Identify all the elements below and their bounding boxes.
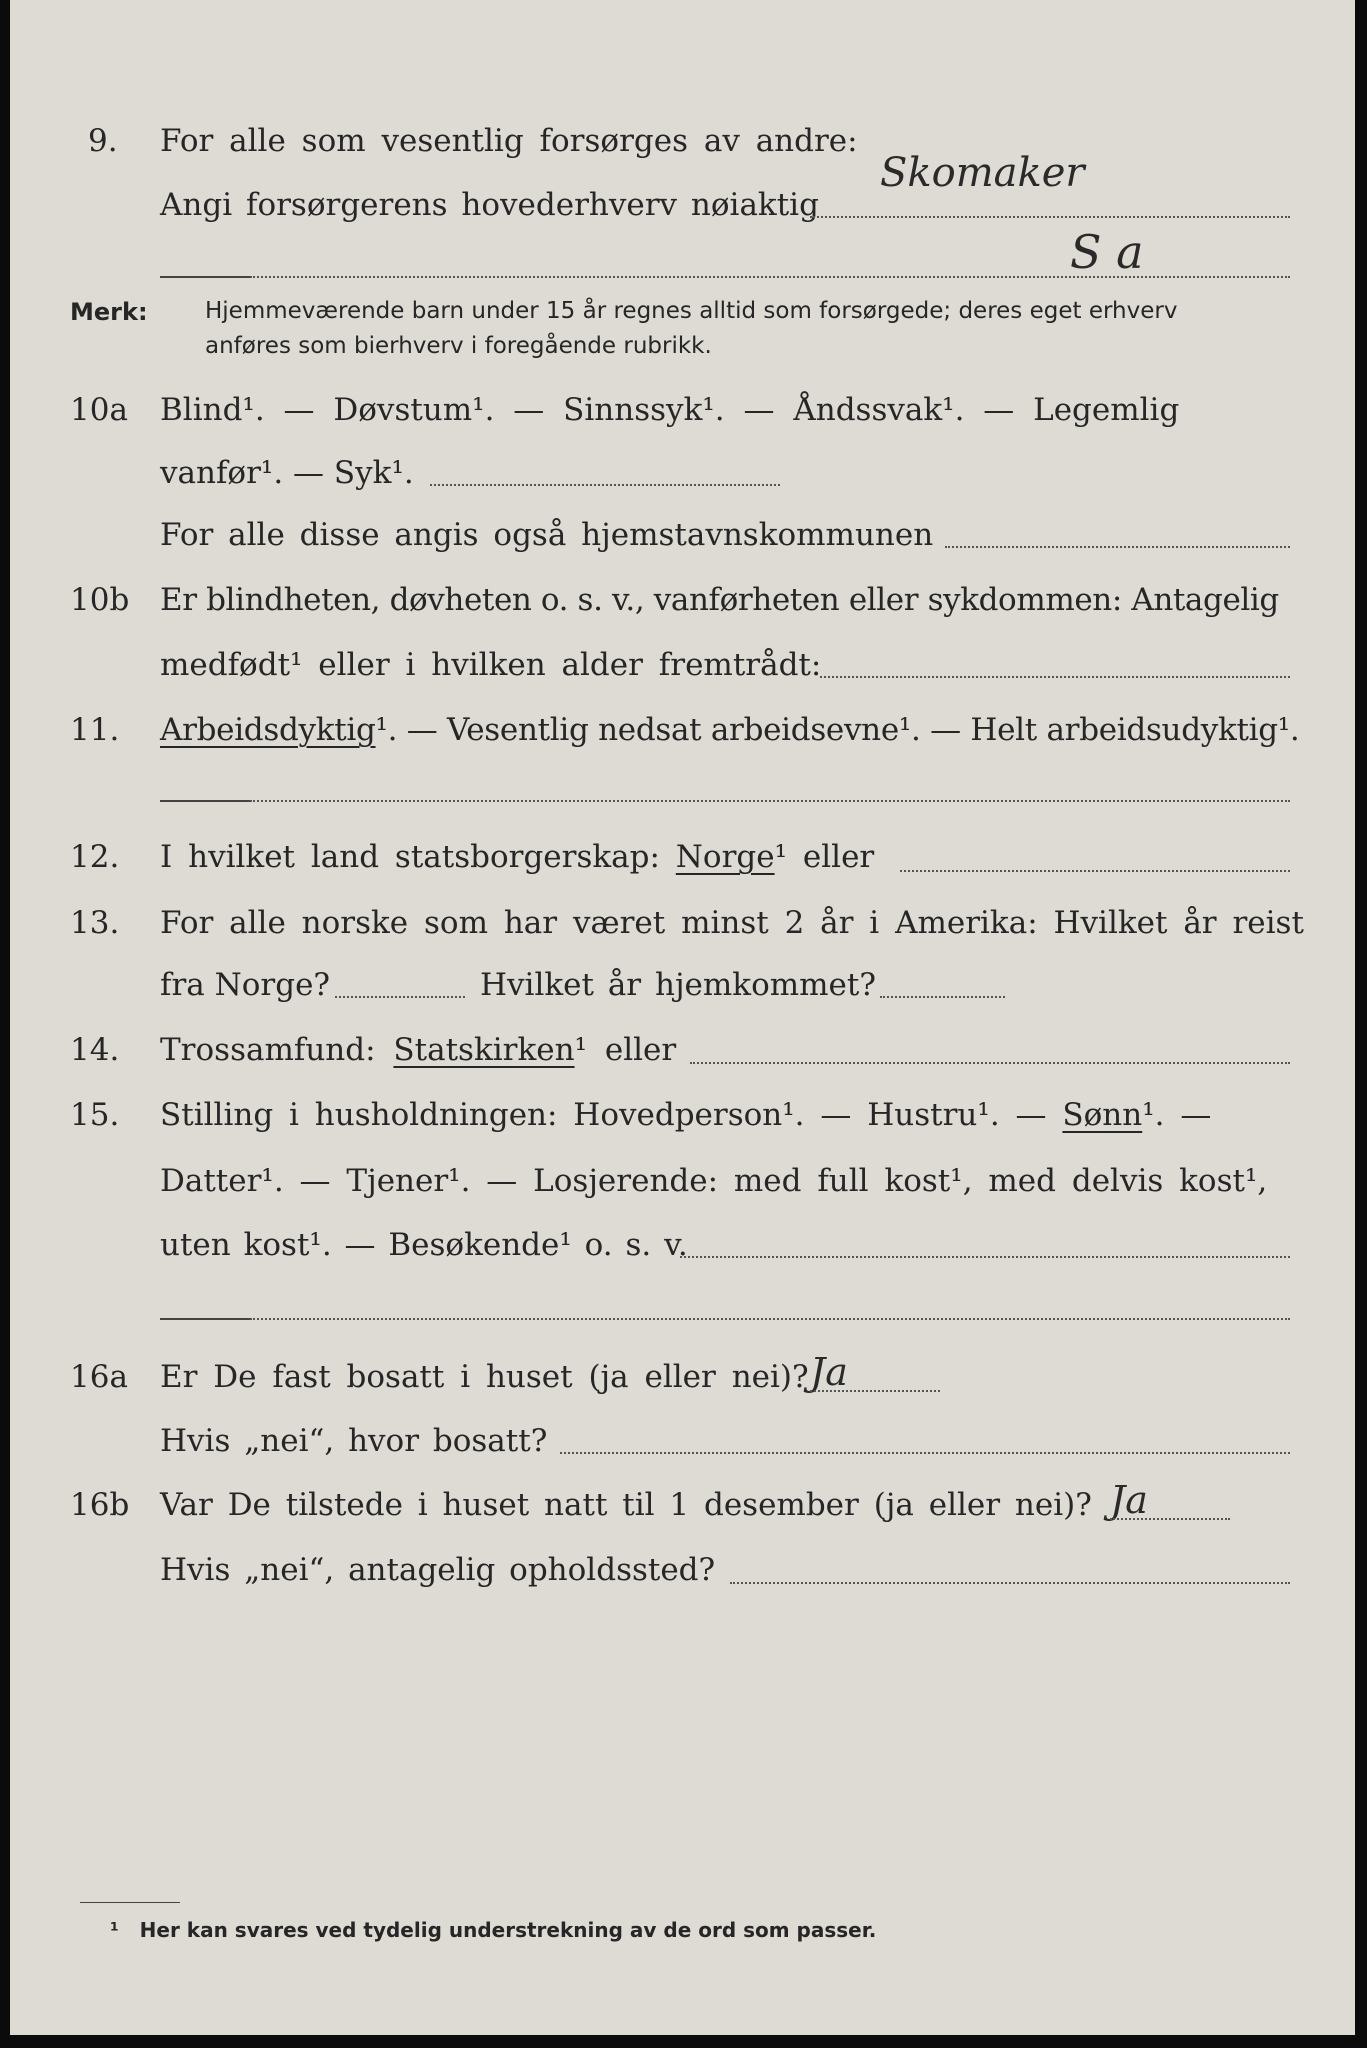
q14-number: 14. [70, 1032, 120, 1068]
q9-number: 9. [88, 123, 118, 159]
q13-line1: For alle norske som har været minst 2 år i Amerika: Hvilket år reist [160, 905, 1304, 941]
q16b-line1: Var De tilstede i huset natt til 1 desember (ja eller nei)? [160, 1487, 1092, 1523]
q15-number: 15. [70, 1097, 120, 1133]
q9-line2: Angi forsørgerens hovederhverv nøiaktig [160, 187, 819, 223]
q12-pre: I hvilket land statsborgerskap: [160, 839, 660, 875]
q10b-answer-line [820, 676, 1290, 678]
q11-underlined-answer: Arbeidsdyktig [160, 712, 376, 748]
q9-line1: For alle som vesentlig forsørges av andre: [160, 123, 858, 159]
q10b-line1: Er blindheten, døvheten o. s. v., vanførheten eller sykdommen: Antagelig [160, 582, 1279, 618]
q16b-handwritten-answer: Ja [1110, 1478, 1148, 1522]
merk-label: Merk: [70, 298, 148, 326]
q16b-answer-line1 [1110, 1518, 1230, 1520]
q13-answer-line1 [335, 996, 465, 998]
q10b-line2: medfødt¹ eller i hvilken alder fremtrådt: [160, 647, 822, 683]
q16b-number: 16b [70, 1487, 130, 1523]
q16a-handwritten-answer: Ja [810, 1350, 848, 1394]
q15-underlined-answer: Sønn [1062, 1097, 1143, 1133]
q10a-line2: vanfør¹. — Syk¹. [160, 455, 414, 491]
footnote-mark: ¹ [110, 1918, 119, 1942]
q12-line [160, 839, 875, 875]
q14-underlined-answer: Statskirken [393, 1032, 575, 1068]
q9-handwritten-answer1: Skomaker [880, 150, 1085, 196]
q16a-line2: Hvis „nei“, hvor bosatt? [160, 1423, 548, 1459]
q10a-answer-line2 [945, 546, 1290, 548]
q15-line1a: Stilling i husholdningen: Hovedperson¹. — Hustru¹. — [160, 1097, 1047, 1133]
footnote-text: Her kan svares ved tydelig understrekning av de ord som passer. [139, 1918, 877, 1942]
q15-line1c: ¹. — [1142, 1097, 1212, 1133]
q16b-answer-line2 [730, 1582, 1290, 1584]
census-form-page [10, 0, 1355, 2035]
merk-line2: anføres som bierhverv i foregående rubrikk. [205, 333, 712, 359]
q16a-answer-line1 [810, 1390, 940, 1392]
q14-pre: Trossamfund: [160, 1032, 376, 1068]
q15-line3: uten kost¹. — Besøkende¹ o. s. v. [160, 1227, 688, 1263]
q11-line [160, 712, 1300, 748]
q15-line1 [160, 1097, 1212, 1133]
q10a-line1: Blind¹. — Døvstum¹. — Sinnssyk¹. — Åndssvak¹. — Legemlig [160, 392, 1180, 428]
q13-answer-line2 [880, 996, 1005, 998]
q15-answer-line1 [680, 1256, 1290, 1258]
q9-short-rule [160, 276, 250, 278]
q11-number: 11. [70, 712, 120, 748]
q14-post: ¹ eller [574, 1032, 677, 1068]
q10a-answer-line1 [430, 484, 780, 486]
q14-answer-line [690, 1062, 1290, 1064]
q11-short-rule [160, 800, 250, 802]
q13-line2b: Hvilket år hjemkommet? [480, 967, 876, 1003]
q10a-line3: For alle disse angis også hjemstavnskommunen [160, 517, 934, 553]
q9-handwritten-answer2: S a [1070, 225, 1144, 279]
q10a-number: 10a [70, 392, 128, 428]
q13-line2a: fra Norge? [160, 967, 331, 1003]
q16a-number: 16a [70, 1359, 128, 1395]
q16a-answer-line2 [560, 1452, 1290, 1454]
q12-number: 12. [70, 839, 120, 875]
q16b-line2: Hvis „nei“, antagelig opholdssted? [160, 1552, 716, 1588]
q13-number: 13. [70, 905, 120, 941]
q12-underlined-answer: Norge [675, 839, 775, 875]
q11-rest: ¹. — Vesentlig nedsat arbeidsevne¹. — Helt arbeidsudyktig¹. [375, 712, 1300, 748]
merk-line1: Hjemmeværende barn under 15 år regnes alltid som forsørgede; deres eget erhverv [205, 298, 1178, 324]
q15-answer-line2 [250, 1318, 1290, 1320]
q10b-number: 10b [70, 582, 130, 618]
q14-line [160, 1032, 677, 1068]
footnote-rule [80, 1902, 180, 1903]
q15-line2: Datter¹. — Tjener¹. — Losjerende: med full kost¹, med delvis kost¹, [160, 1163, 1268, 1199]
q12-post: ¹ eller [774, 839, 875, 875]
q15-short-rule [160, 1318, 250, 1320]
q9-answer-line1 [810, 216, 1290, 218]
footnote [110, 1920, 876, 1940]
q12-answer-line [900, 870, 1290, 872]
q16a-line1: Er De fast bosatt i huset (ja eller nei)? [160, 1359, 809, 1395]
q11-answer-line [250, 800, 1290, 802]
